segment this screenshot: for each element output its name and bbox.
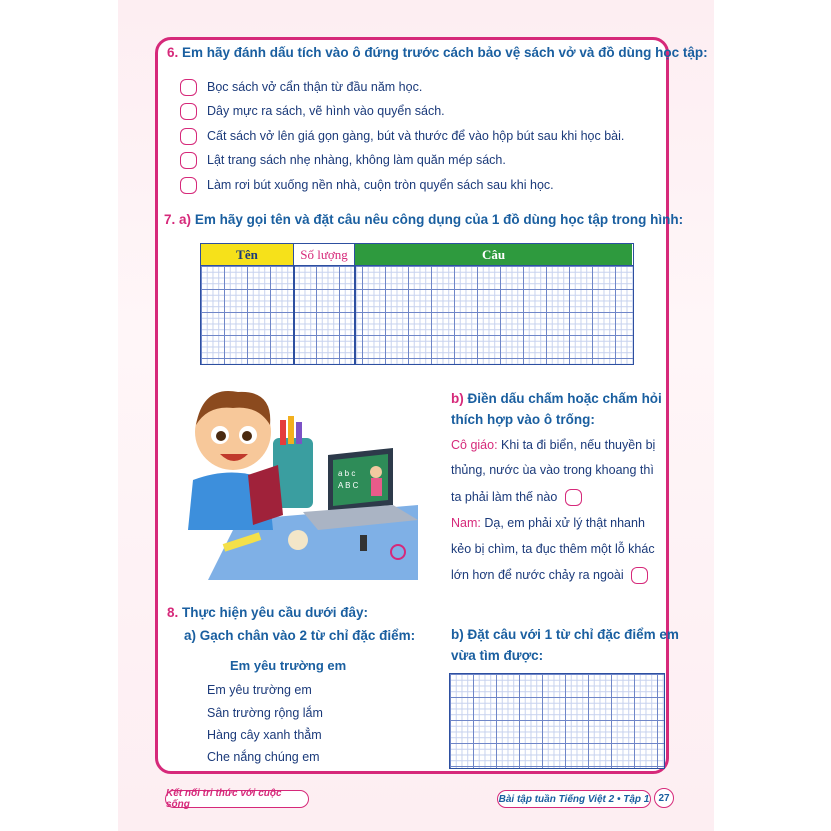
boy-pupil-right [242, 431, 252, 441]
q8-title [167, 605, 368, 620]
q7-part-a-label: a) [179, 212, 192, 227]
q6-title-text: Em hãy đánh dấu tích vào ô đứng trước cách bảo vệ sách vở và đồ dùng học tập: [182, 45, 708, 60]
poem-title: Em yêu trường em [230, 658, 347, 673]
table-header-sentence: Câu [355, 244, 632, 266]
q8b-line2: vừa tìm được: [451, 648, 544, 663]
teacher-text-1: Khi ta đi biển, nếu thuyền bị [501, 438, 656, 452]
q6-option [180, 101, 445, 121]
poem-line-3: Hàng cây xanh thẳm [207, 728, 322, 742]
nam-text-3-row [451, 567, 658, 584]
speaker-nam: Nam: [451, 516, 481, 530]
q6-option [180, 77, 422, 97]
dialogue-nam-line1 [451, 516, 645, 530]
nam-text-2: kẻo bị chìm, ta đục thêm một lỗ khác [451, 542, 655, 556]
q6-checkbox-4[interactable] [180, 152, 197, 169]
punctuation-box-2[interactable] [631, 567, 648, 584]
q7-number: 7. [164, 212, 176, 227]
q8b-line1: b) Đặt câu với 1 từ chỉ đặc điểm em [451, 627, 679, 642]
q6-option [180, 150, 506, 170]
q6-checkbox-2[interactable] [180, 103, 197, 120]
q7b-title-line1 [451, 391, 662, 406]
punctuation-box-1[interactable] [565, 489, 582, 506]
q8b-writing-grid[interactable] [449, 673, 665, 769]
poem-line-2: Sân trường rộng lắm [207, 706, 323, 720]
glue-bottle [360, 535, 367, 551]
table-column-divider [293, 265, 295, 365]
q6-option-text-4: Lật trang sách nhẹ nhàng, không làm quăn mép sách. [207, 153, 506, 167]
pencil-yellow [288, 416, 294, 444]
table-header-quantity: Số lượng [294, 244, 355, 266]
q6-option-text-1: Bọc sách vở cẩn thận từ đầu năm học. [207, 80, 423, 94]
table-column-divider [354, 265, 356, 365]
chalkboard-letters-2: A B C [338, 481, 359, 490]
q7-title [164, 212, 683, 227]
q7b-title-line2: thích hợp vào ô trống: [451, 412, 595, 427]
q7-table [200, 243, 634, 365]
nam-text-1: Dạ, em phải xử lý thật nhanh [484, 516, 645, 530]
q6-checkbox-3[interactable] [180, 128, 197, 145]
q7b-title-text-1: Điền dấu chấm hoặc chấm hỏi [467, 391, 662, 406]
teacher-text-3-row [451, 489, 592, 506]
poem-line-1: Em yêu trường em [207, 683, 312, 697]
pencil-red [280, 420, 286, 445]
page-number: 27 [654, 788, 674, 808]
q6-option-text-5: Làm rơi bút xuống nền nhà, cuộn tròn quyển sách sau khi học. [207, 178, 554, 192]
footer-right: Bài tập tuần Tiếng Việt 2 • Tập 1 [497, 790, 651, 808]
pencil-purple [296, 422, 302, 444]
q6-option-text-2: Dây mực ra sách, vẽ hình vào quyển sách. [207, 104, 445, 118]
teacher-text-3: ta phải làm thế nào [451, 489, 558, 504]
q6-option [180, 126, 624, 146]
poem-line-4: Che nắng chúng em [207, 750, 320, 764]
paint-palette [288, 530, 308, 550]
dialogue-teacher-line1 [451, 438, 655, 452]
q6-number: 6. [167, 45, 179, 60]
table-header-row [200, 243, 634, 265]
teacher-body [371, 478, 382, 496]
q6-option [180, 175, 554, 195]
nam-text-3: lớn hơn để nước chảy ra ngoài [451, 567, 624, 582]
q6-option-text-3: Cất sách vở lên giá gọn gàng, bút và thước để vào hộp bút sau khi học bài. [207, 129, 625, 143]
q8-title-text: Thực hiện yêu cầu dưới đây: [182, 605, 368, 620]
table-header-name: Tên [201, 244, 294, 266]
footer-left: Kết nối tri thức với cuộc sống [165, 790, 309, 808]
q7b-label: b) [451, 391, 464, 406]
q6-checkbox-1[interactable] [180, 79, 197, 96]
boy-pupil-left [216, 431, 226, 441]
speaker-teacher: Cô giáo: [451, 438, 498, 452]
q7-title-text: Em hãy gọi tên và đặt câu nêu công dụng của 1 đồ dùng học tập trong hình: [194, 212, 684, 227]
illustration-boy-studying [178, 380, 418, 580]
red-book [248, 465, 283, 525]
table-writing-grid[interactable] [200, 265, 634, 365]
q6-checkbox-5[interactable] [180, 177, 197, 194]
q8-number: 8. [167, 605, 179, 620]
q6-title [167, 45, 708, 60]
chalkboard-letters-1: a b c [338, 469, 356, 478]
teacher-text-2: thủng, nước ùa vào trong khoang thì [451, 463, 654, 477]
illustration-svg [178, 380, 418, 580]
q8-part-a: a) Gạch chân vào 2 từ chỉ đặc điểm: [184, 628, 416, 643]
teacher-head [370, 466, 382, 478]
